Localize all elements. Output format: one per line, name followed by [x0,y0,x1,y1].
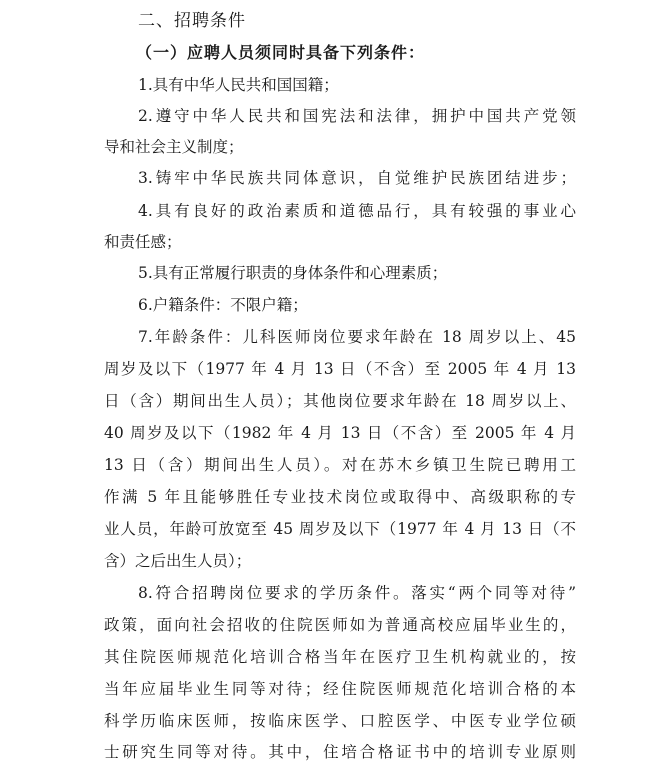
paragraph-line: 5.具有正常履行职责的身体条件和心理素质； [138,264,448,282]
paragraph-line: 其住院医师规范化培训合格当年在医疗卫生机构就业的，按 [104,648,576,666]
section-heading: 二、招聘条件 [138,11,246,31]
paragraph-line: 13 日（含）期间出生人员）。对在苏木乡镇卫生院已聘用工 [104,456,576,474]
paragraph-line: 3.铸牢中华民族共同体意识，自觉维护民族团结进步； [138,169,576,187]
paragraph-line: 政策，面向社会招收的住院医师如为普通高校应届毕业生的， [104,616,576,634]
paragraph-line: 6.户籍条件：不限户籍； [138,296,308,314]
paragraph-line: 周岁及以下（1977 年 4 月 13 日（不含）至 2005 年 4 月 13 [104,360,576,378]
paragraph-line: 当年应届毕业生同等对待；经住院医师规范化培训合格的本 [104,680,576,698]
paragraph-line: 8.符合招聘岗位要求的学历条件。落实“两个同等对待” [138,584,576,602]
paragraph-line: 士研究生同等对待。其中，住培合格证书中的培训专业原则 [104,743,576,761]
paragraph-line: 作满 5 年且能够胜任专业技术岗位或取得中、高级职称的专 [104,488,576,506]
paragraph-line: 2.遵守中华人民共和国宪法和法律，拥护中国共产党领 [138,107,576,125]
paragraph-line: 导和社会主义制度； [104,138,244,156]
paragraph-line: 含）之后出生人员）； [104,552,252,570]
paragraph-line: 7.年龄条件：儿科医师岗位要求年龄在 18 周岁以上、45 [138,328,576,346]
sub-heading: （一）应聘人员须同时具备下列条件： [136,43,426,62]
paragraph-line: 业人员，年龄可放宽至 45 周岁及以下（1977 年 4 月 13 日（不 [104,520,576,538]
paragraph-line: 科学历临床医师，按临床医学、口腔医学、中医专业学位硕 [104,712,576,730]
paragraph-line: 和责任感； [104,233,182,251]
paragraph-line: 40 周岁及以下（1982 年 4 月 13 日（不含）至 2005 年 4 月 [104,424,576,442]
paragraph-line: 日（含）期间出生人员）；其他岗位要求年龄在 18 周岁以上、 [104,392,576,410]
paragraph-line: 4.具有良好的政治素质和道德品行，具有较强的事业心 [138,202,576,220]
paragraph-line: 1.具有中华人民共和国国籍； [138,76,339,94]
